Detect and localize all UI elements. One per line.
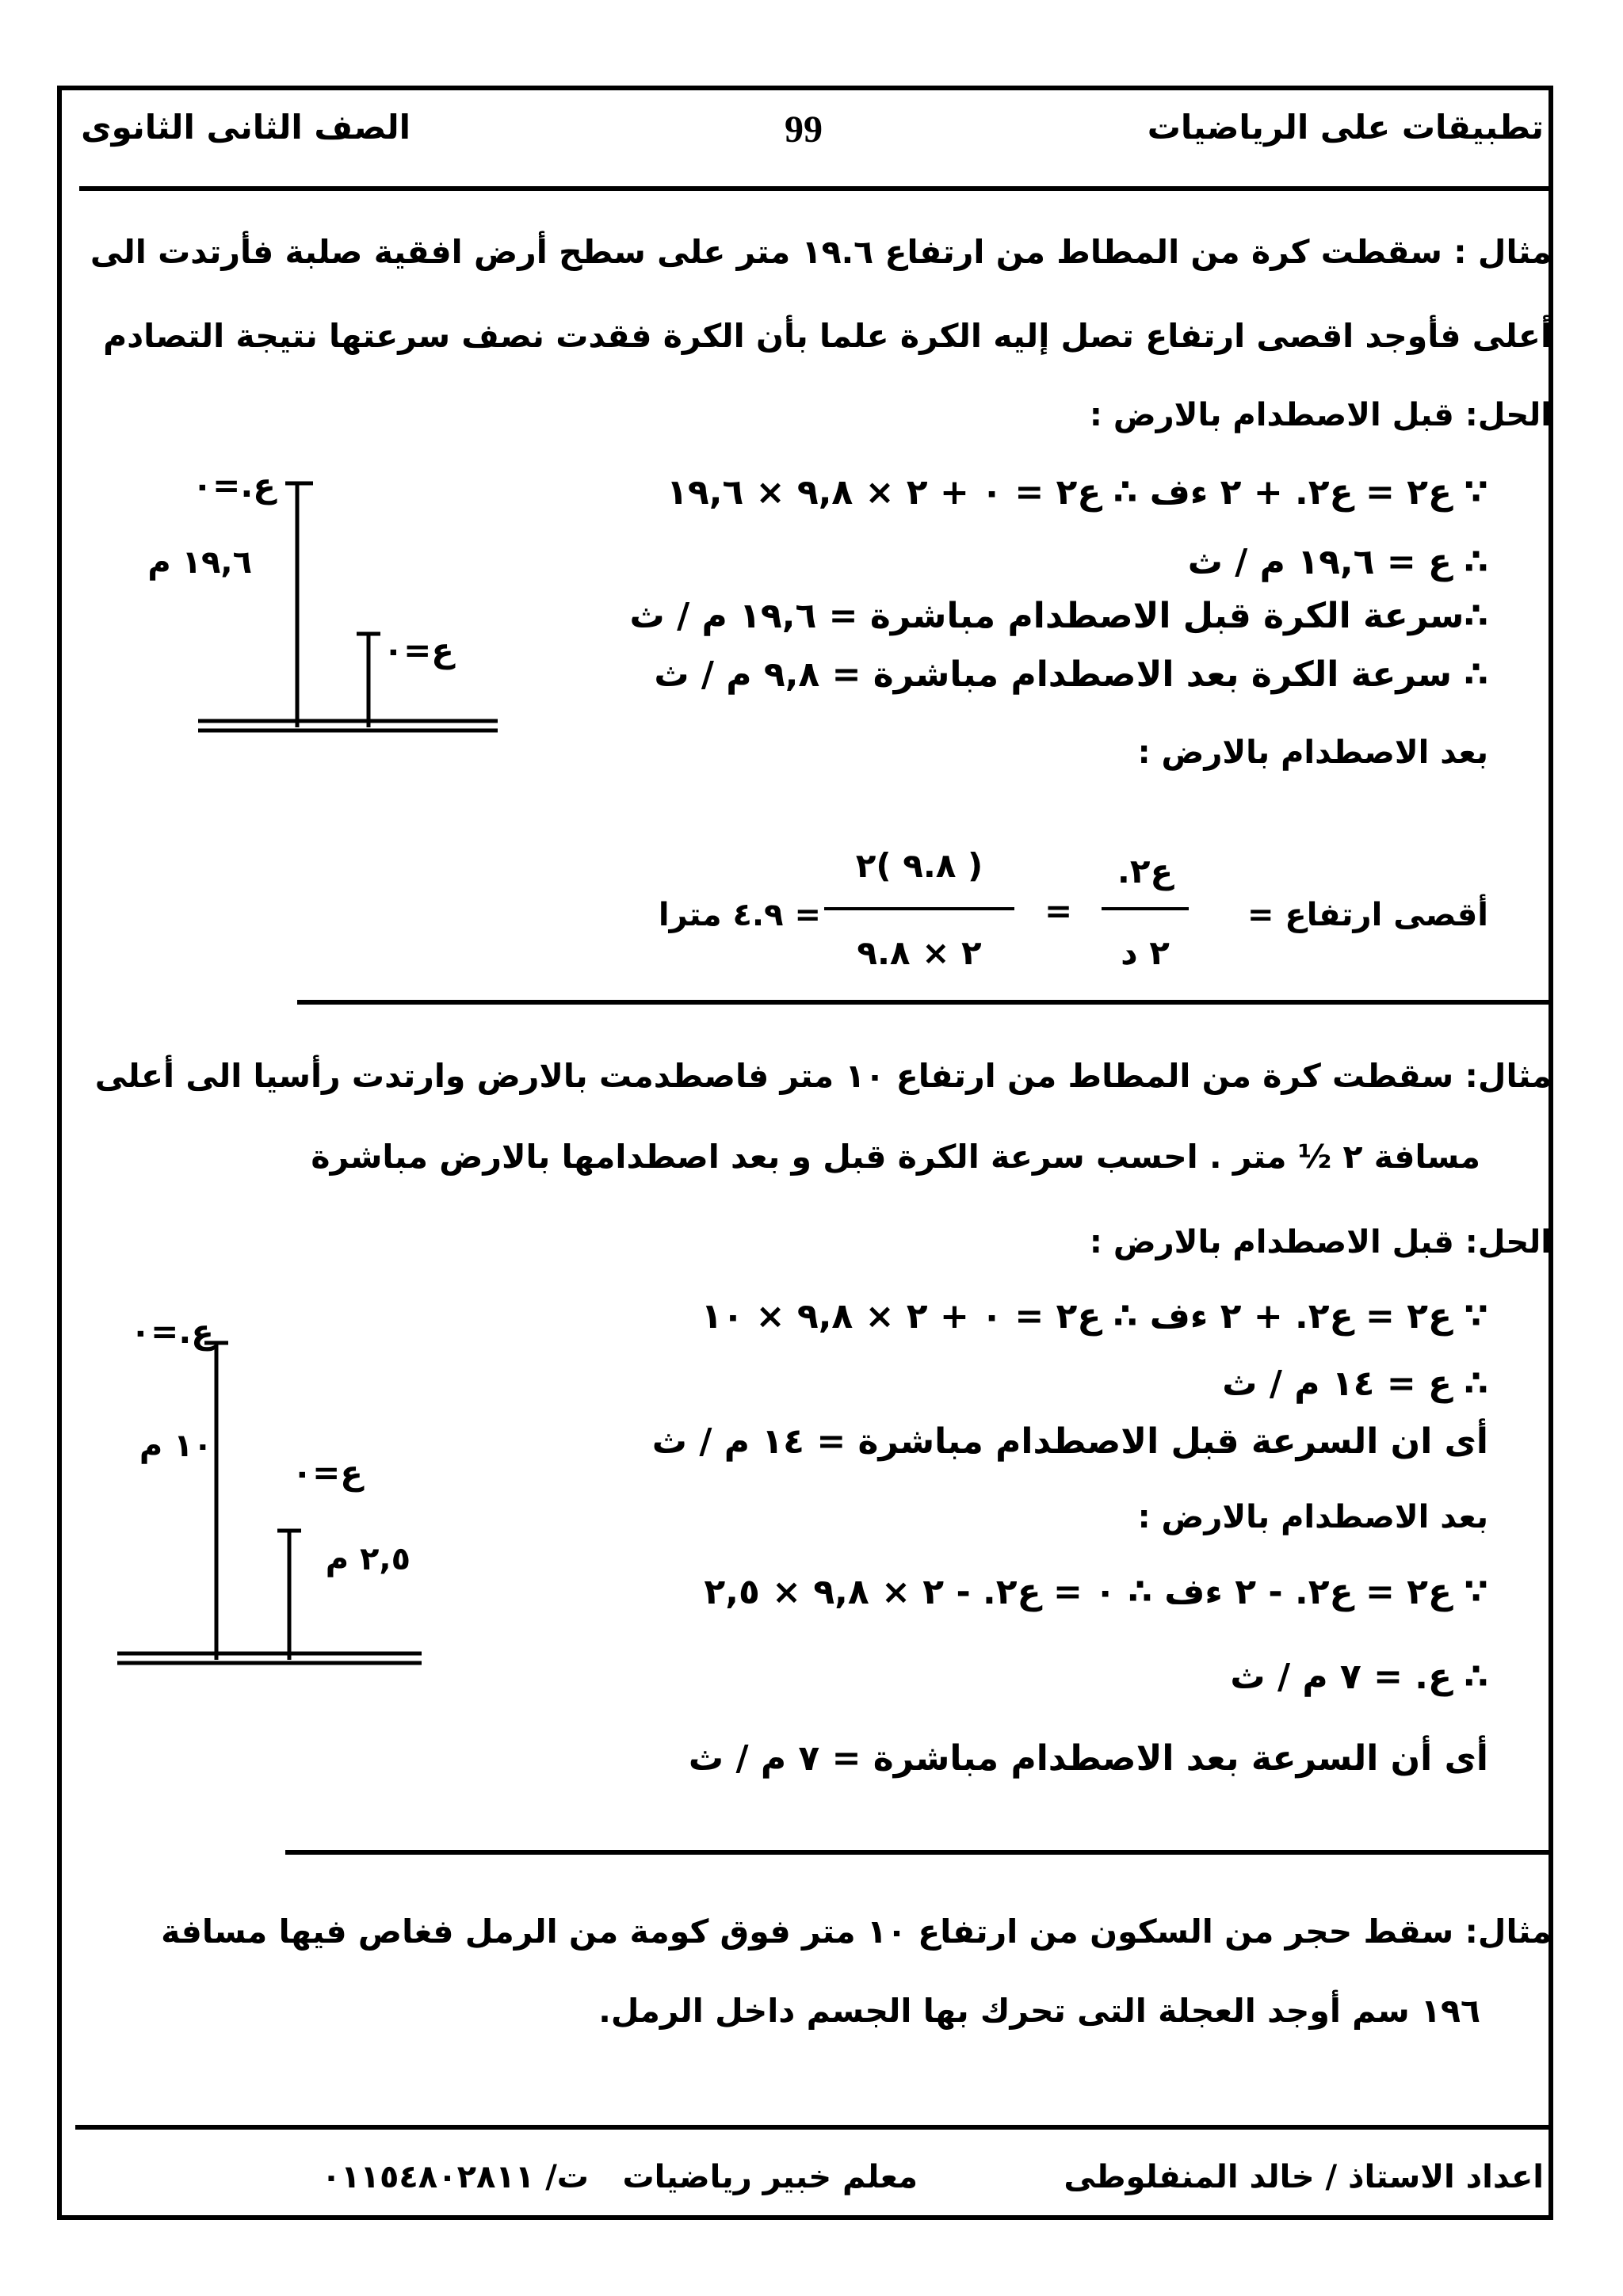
ex1-frac1-den: ٢ د — [1121, 933, 1170, 972]
ex2-eq5: ∴ ع. = ٧ م / ث — [1230, 1657, 1488, 1697]
footer-divider — [75, 2125, 1553, 2130]
ex1-max-label: أقصى ارتفاع = — [1247, 897, 1488, 933]
ex1-result: = ٤.٩ مترا — [658, 897, 821, 933]
header-divider — [79, 186, 1553, 191]
divider-2 — [285, 1850, 1553, 1855]
ex1-after-title: بعد الاصطدام بالارض : — [1137, 734, 1488, 771]
ex2-eq3: أى ان السرعة قبل الاصطدام مباشرة = ١٤ م / ث — [651, 1421, 1488, 1462]
header-subject: تطبيقات على الرياضيات — [1147, 108, 1544, 147]
ex2-eq4: ∵ ع٢ = ع٢. - ٢ ءف ∴ ٠ = ع٢. - ٢ × ٩,٨ × ٢,٥ — [704, 1572, 1488, 1612]
ex2-after-title: بعد الاصطدام بالارض : — [1137, 1499, 1488, 1535]
ex3-question-line1: مثال: سقط حجر من السكون من ارتفاع ١٠ متر فوق كومة من الرمل فغاص فيها مسافة — [161, 1913, 1552, 1951]
ex1-equals: = — [1044, 891, 1073, 930]
ex2-diagram-small-height-label: ٢,٥ م — [325, 1541, 411, 1577]
ex2-diagram-small-top-label: ع=٠ — [292, 1453, 363, 1492]
divider-1 — [297, 1000, 1553, 1005]
footer-phone: ت/ ٠١١٥٤٨٠٢٨١١ — [321, 2159, 589, 2195]
ex1-diagram — [119, 460, 507, 737]
ex1-eq1: ∵ ع٢ = ع٢. + ٢ ءف ∴ ع٢ = ٠ + ٢ × ٩,٨ × ١٩,٦ — [666, 472, 1488, 513]
ex2-diagram — [111, 1319, 428, 1668]
footer-title: معلم خبير رياضيات — [622, 2159, 918, 2195]
ex1-frac2-den: ٢ × ٩.٨ — [857, 933, 982, 972]
ex1-question-line2: أعلى فأوجد اقصى ارتفاع تصل إليه الكرة علما بأن الكرة فقدت نصف سرعتها نتيجة التصادم — [103, 317, 1552, 355]
ex1-diagram-top-label: ع.=٠ — [192, 466, 276, 505]
ex1-frac2-line — [824, 907, 1014, 910]
ex2-eq1: ∵ ع٢ = ع٢. + ٢ ءف ∴ ع٢ = ٠ + ٢ × ٩,٨ × ١٠ — [701, 1296, 1488, 1337]
ex2-question-line1: مثال: سقطت كرة من المطاط من ارتفاع ١٠ متر فاصطدمت بالارض وارتدت رأسيا الى أعلى — [94, 1057, 1552, 1095]
ex2-eq2: ∴ ع = ١٤ م / ث — [1222, 1363, 1488, 1404]
page-number: 99 — [785, 109, 823, 151]
ex1-frac1-line — [1102, 907, 1189, 910]
ex1-diagram-small-label: ع=٠ — [383, 631, 454, 669]
ex1-eq2: ∴ ع = ١٩,٦ م / ث — [1187, 542, 1488, 582]
ex2-diagram-height-label: ١٠ م — [139, 1428, 212, 1464]
ex1-frac2-num: ( ٩.٨ )٢ — [855, 846, 983, 885]
ex1-eq3: ∴سرعة الكرة قبل الاصطدام مباشرة = ١٩,٦ م / ث — [629, 596, 1488, 636]
ex1-frac1-num: ع٢. — [1117, 852, 1174, 891]
ex2-question-line2: مسافة ٢ ½ متر . احسب سرعة الكرة قبل و بعد اصطدامها بالارض مباشرة — [311, 1138, 1480, 1176]
ex1-eq4: ∴ سرعة الكرة بعد الاصطدام مباشرة = ٩,٨ م / ث — [654, 654, 1488, 695]
ex2-diagram-top-label: ع.=٠ — [130, 1312, 214, 1351]
footer-author: اعداد الاستاذ / خالد المنفلوطى — [1064, 2159, 1544, 2195]
ex2-eq6: أى أن السرعة بعد الاصطدام مباشرة = ٧ م / ث — [688, 1738, 1488, 1779]
ex3-question-line2: ١٩٦ سم أوجد العجلة التى تحرك بها الجسم داخل الرمل. — [598, 1992, 1480, 2030]
ex1-diagram-height-label: ١٩,٦ م — [147, 544, 252, 581]
ex1-question-line1: مثال : سقطت كرة من المطاط من ارتفاع ١٩.٦ متر على سطح أرض افقية صلبة فأرتدت الى — [90, 233, 1552, 271]
ex1-solution-title: الحل: قبل الاصطدام بالارض : — [1089, 397, 1552, 433]
ex2-solution-title: الحل: قبل الاصطدام بالارض : — [1089, 1224, 1552, 1261]
header-grade: الصف الثانى الثانوى — [81, 108, 411, 147]
